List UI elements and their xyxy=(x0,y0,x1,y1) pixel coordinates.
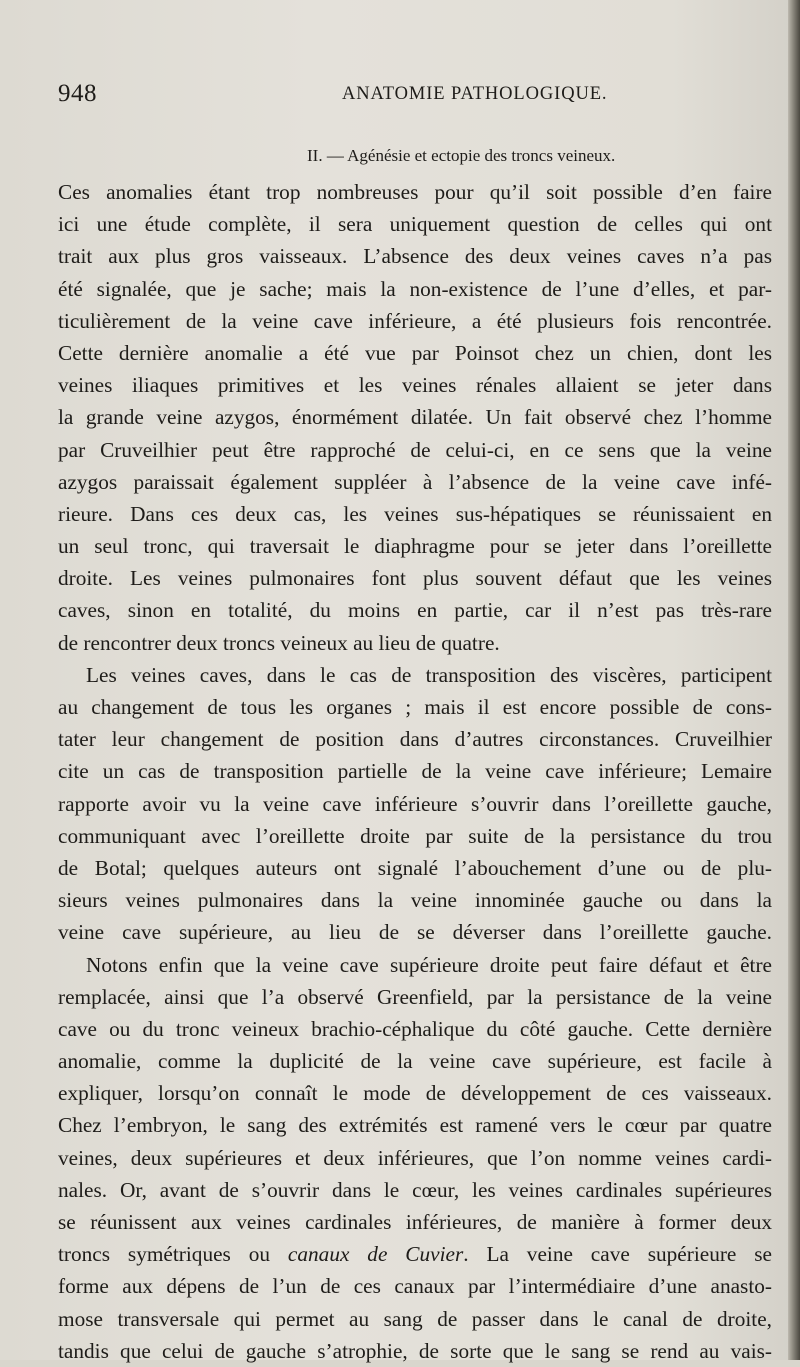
text-line: été signalée, que je sache; mais la non-existence de l’une d’elles, et par- xyxy=(58,276,772,301)
running-head xyxy=(58,80,758,110)
text-line: trait aux plus gros vaisseaux. L’absence des deux veines caves n’a pas xyxy=(58,244,772,269)
text-line: forme aux dépens de l’un de ces canaux par l’intermédiaire d’une anasto- xyxy=(58,1274,772,1299)
text-line: ici une étude complète, il sera uniquement question de celles qui ont xyxy=(58,212,772,237)
text-line: rieure. Dans ces deux cas, les veines sus-hépatiques se réunissaient en xyxy=(58,501,772,526)
text-line: cave ou du tronc veineux brachio-céphalique du côté gauche. Cette dernière xyxy=(58,1016,772,1041)
text-line: tater leur changement de position dans d’autres circonstances. Cruveilhier xyxy=(58,727,772,752)
text-line: expliquer, lorsqu’on connaît le mode de développement de ces vaisseaux. xyxy=(58,1081,772,1106)
text-line: veines iliaques primitives et les veines rénales allaient se jeter dans xyxy=(58,373,772,398)
text-line: Les veines caves, dans le cas de transposition des viscères, participent xyxy=(86,662,772,687)
text-line: rapporte avoir vu la veine cave inférieure s’ouvrir dans l’oreillette gauche, xyxy=(58,791,772,816)
page-edge-shadow xyxy=(788,0,800,1360)
text-line: Ces anomalies étant trop nombreuses pour qu’il soit possible d’en faire xyxy=(58,180,772,204)
text-line-with-italic xyxy=(58,1238,772,1270)
text-line: Cette dernière anomalie a été vue par Poinsot chez un chien, dont les xyxy=(58,340,772,365)
text-line: la grande veine azygos, énormément dilatée. Un fait observé chez l’homme xyxy=(58,405,772,430)
text-line: Chez l’embryon, le sang des extrémités est ramené vers le cœur par quatre xyxy=(58,1113,772,1138)
line-head: troncs symétriques ou xyxy=(58,1242,288,1267)
text-line: communiquant avec l’oreillette droite par suite de la persistance du trou xyxy=(58,823,772,848)
text-line: remplacée, ainsi que l’a observé Greenfield, par la persistance de la veine xyxy=(58,984,772,1009)
text-line: au changement de tous les organes ; mais il est encore possible de cons- xyxy=(58,695,772,719)
text-line: veine cave supérieure, au lieu de se déverser dans l’oreillette gauche. xyxy=(58,920,772,945)
text-line: caves, sinon en totalité, du moins en partie, car il n’est pas très-rare xyxy=(58,598,772,623)
text-line: de Botal; quelques auteurs ont signalé l’abouchement d’une ou de plu- xyxy=(58,855,772,880)
text-line: cite un cas de transposition partielle de la veine cave inférieure; Lemaire xyxy=(58,759,772,784)
line-tail: . La veine cave supérieure se xyxy=(463,1242,773,1267)
body-text xyxy=(58,176,772,1367)
running-title: ANATOMIE PATHOLOGIQUE. xyxy=(342,84,608,104)
text-line: ticulièrement de la veine cave inférieure, a été plusieurs fois rencontrée. xyxy=(58,308,772,333)
text-line: anomalie, comme la duplicité de la veine cave supérieure, est facile à xyxy=(58,1049,772,1074)
text-line: azygos paraissait également suppléer à l’absence de la veine cave infé- xyxy=(58,469,772,494)
page-number: 948 xyxy=(58,80,97,107)
text-line: par Cruveilhier peut être rapproché de celui-ci, en ce sens que la veine xyxy=(58,437,772,462)
text-line: sieurs veines pulmonaires dans la veine innominée gauche ou dans la xyxy=(58,888,772,913)
text-line: nales. Or, avant de s’ouvrir dans le cœur, les veines cardinales supérieures xyxy=(58,1177,772,1202)
text-line: Notons enfin que la veine cave supérieure droite peut faire défaut et être xyxy=(86,952,772,977)
text-line: un seul tronc, qui traversait le diaphragme pour se jeter dans l’oreillette xyxy=(58,534,772,559)
italic-phrase: canaux de Cuvier xyxy=(287,1242,464,1267)
text-line: veines, deux supérieures et deux inférieures, que l’on nomme veines cardi- xyxy=(58,1145,772,1170)
text-line: se réunissent aux veines cardinales inférieures, de manière à former deux xyxy=(58,1210,772,1234)
section-heading: II. — Agénésie et ectopie des troncs veineux. xyxy=(307,146,616,165)
text-line: mose transversale qui permet au sang de passer dans le canal de droite, xyxy=(58,1306,772,1331)
text-line: droite. Les veines pulmonaires font plus souvent défaut que les veines xyxy=(58,566,772,591)
text-line: tandis que celui de gauche s’atrophie, de sorte que le sang se rend au vais- xyxy=(58,1338,772,1363)
text-line: de rencontrer deux troncs veineux au lieu de quatre. xyxy=(58,630,500,655)
